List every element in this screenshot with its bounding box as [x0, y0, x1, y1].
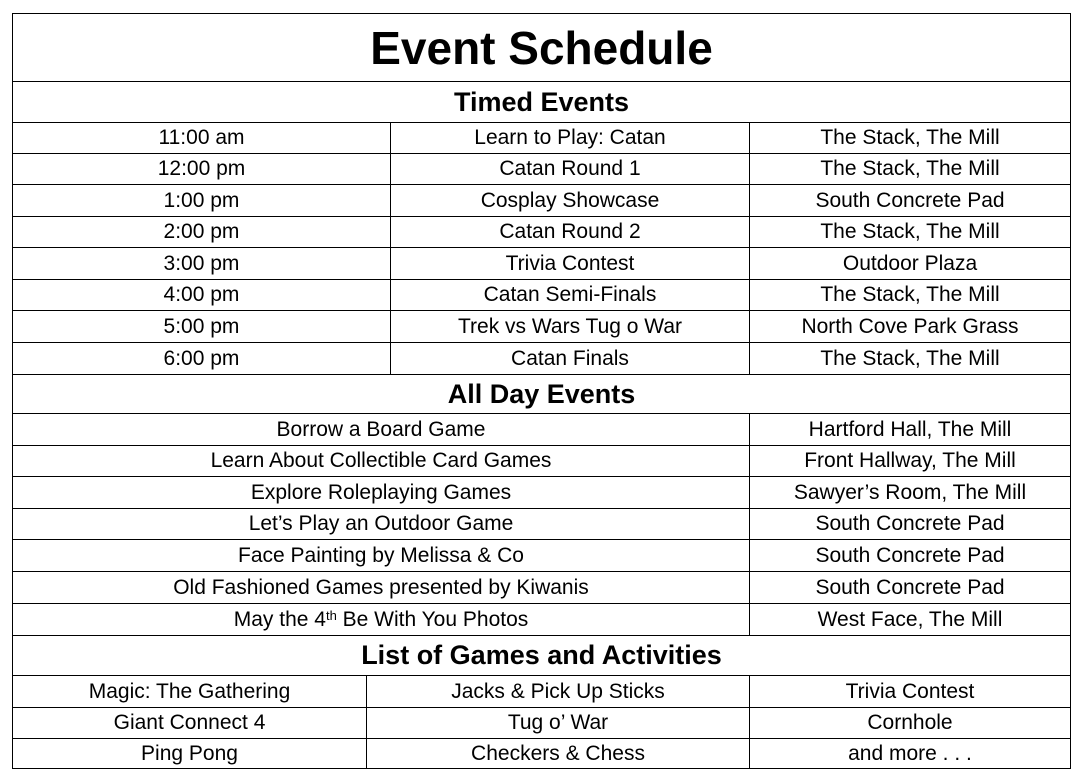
- event-location: The Stack, The Mill: [749, 280, 1070, 310]
- event-time: 1:00 pm: [163, 188, 240, 212]
- event-location: West Face, The Mill: [749, 604, 1070, 635]
- event-location: Front Hallway, The Mill: [749, 446, 1070, 476]
- event-schedule-table: [12, 13, 1071, 769]
- timed-event-row: [13, 247, 1070, 279]
- games-row: [13, 707, 1070, 738]
- event-name: Trek vs Wars Tug o War: [390, 311, 749, 342]
- event-name: Old Fashioned Games presented by Kiwanis: [173, 575, 589, 599]
- all-day-event-row: [13, 413, 1070, 445]
- event-time: 3:00 pm: [163, 251, 240, 275]
- event-name: Learn About Collectible Card Games: [210, 449, 552, 472]
- games-row: [13, 738, 1070, 768]
- timed-event-row: [13, 122, 1070, 153]
- game-item: Giant Connect 4: [113, 711, 266, 734]
- ordinal-suffix: th: [325, 608, 337, 623]
- section-header-all-day: [13, 374, 1070, 413]
- event-time: 2:00 pm: [163, 220, 240, 243]
- game-item: Magic: The Gathering: [88, 679, 291, 703]
- event-name: Learn to Play: Catan: [390, 123, 749, 153]
- event-location: South Concrete Pad: [749, 540, 1070, 571]
- timed-event-row: [13, 279, 1070, 310]
- page-title: Event Schedule: [370, 21, 713, 74]
- game-item: Checkers & Chess: [366, 739, 749, 768]
- event-time: 11:00 am: [158, 126, 245, 149]
- event-time: 5:00 pm: [163, 314, 240, 338]
- event-location: Outdoor Plaza: [749, 248, 1070, 279]
- timed-event-row: [13, 153, 1070, 184]
- event-name: Catan Semi-Finals: [390, 280, 749, 310]
- game-item: Tug o’ War: [366, 708, 749, 738]
- section-header-timed: [13, 81, 1070, 122]
- event-name: Face Painting by Melissa & Co: [238, 543, 524, 567]
- event-name: Explore Roleplaying Games: [250, 480, 512, 504]
- event-name-part: Be With You Photos: [336, 607, 529, 631]
- timed-event-row: [13, 342, 1070, 374]
- timed-event-row: [13, 310, 1070, 342]
- event-location: South Concrete Pad: [749, 509, 1070, 539]
- event-location: North Cove Park Grass: [749, 311, 1070, 342]
- event-location: The Stack, The Mill: [749, 123, 1070, 153]
- all-day-event-row: [13, 476, 1070, 508]
- games-row: [13, 675, 1070, 707]
- game-item: Jacks & Pick Up Sticks: [366, 676, 749, 707]
- event-name: Borrow a Board Game: [276, 417, 486, 441]
- section-title-timed-events: Timed Events: [453, 86, 630, 117]
- event-location: Hartford Hall, The Mill: [749, 414, 1070, 445]
- game-item: and more . . .: [749, 739, 1070, 768]
- event-name: Catan Round 1: [390, 154, 749, 184]
- event-location: The Stack, The Mill: [749, 343, 1070, 374]
- section-title-games-list: List of Games and Activities: [361, 640, 722, 670]
- timed-event-row: [13, 184, 1070, 216]
- event-name: Cosplay Showcase: [390, 185, 749, 216]
- event-location: Sawyer’s Room, The Mill: [749, 477, 1070, 508]
- event-location: The Stack, The Mill: [749, 217, 1070, 247]
- event-location: South Concrete Pad: [749, 185, 1070, 216]
- title-row: [13, 14, 1070, 81]
- event-time: 6:00 pm: [163, 346, 240, 370]
- all-day-event-row: [13, 539, 1070, 571]
- all-day-event-row: [13, 445, 1070, 476]
- game-item: Ping Pong: [141, 741, 238, 765]
- all-day-event-row: [13, 571, 1070, 603]
- all-day-event-row: [13, 603, 1070, 635]
- event-name: Trivia Contest: [390, 248, 749, 279]
- game-item: Cornhole: [749, 708, 1070, 738]
- event-time: 4:00 pm: [163, 283, 240, 306]
- event-time: 12:00 pm: [157, 157, 246, 180]
- event-name: [13, 604, 749, 635]
- event-name-part: May the 4: [233, 607, 326, 631]
- all-day-event-row: [13, 508, 1070, 539]
- event-name: Let’s Play an Outdoor Game: [248, 512, 514, 535]
- event-location: South Concrete Pad: [749, 572, 1070, 603]
- section-header-games: [13, 635, 1070, 675]
- event-name: Catan Finals: [390, 343, 749, 374]
- event-name: Catan Round 2: [390, 217, 749, 247]
- game-item: Trivia Contest: [749, 676, 1070, 707]
- section-title-all-day-events: All Day Events: [447, 378, 636, 409]
- timed-event-row: [13, 216, 1070, 247]
- event-location: The Stack, The Mill: [749, 154, 1070, 184]
